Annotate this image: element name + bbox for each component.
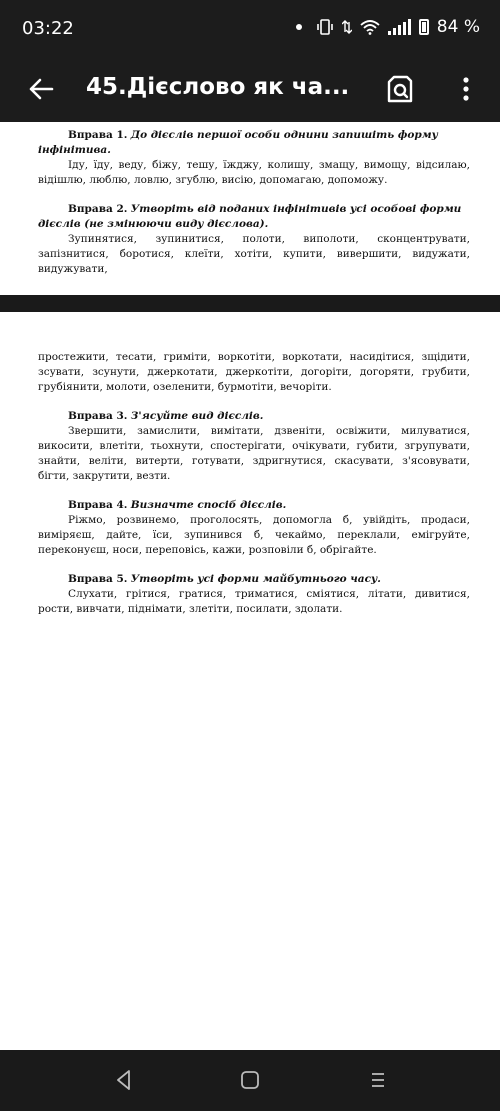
exercise-3-label: Вправа 3. xyxy=(68,410,128,422)
exercise-5-text: Слухати, грітися, гратися, триматися, сміятися, літати, дивитися, рости, вивчати, піднімати, злетіти, посилати, здолати. xyxy=(38,588,470,615)
exercise-2-text: Зупинятися, зупинитися, полоти, виполоти, сконцентрувати, запізнитися, боротися, клеїти, хотіти, купити, вивершити, видужати, видужувати, xyxy=(38,233,470,275)
nav-back-icon[interactable] xyxy=(112,1068,136,1092)
exercise-2-heading xyxy=(38,202,470,232)
exercise-3-text: Звершити, замислити, вимітати, дзвеніти, освіжити, милуватися, викосити, влетіти, тьохнути, спостерігати, очікувати, губити, згрупувати, знайти, веліти, витерти, готувати, здригнутися, скасувати, з'ясовувати, бігти, закрутити, везти. xyxy=(38,425,470,482)
exercise-1-task: До дієслів першої особи однини запишіть форму інфінітива. xyxy=(38,129,438,156)
exercise-4-task: Визначте спосіб дієслів. xyxy=(130,499,287,511)
wifi-icon xyxy=(360,19,380,35)
exercise-1-text: Іду, їду, веду, біжу, тешу, їжджу, колишу, змащу, вимощу, відсилаю, відішлю, люблю, ловлю, згублю, висію, допомагаю, допоможу. xyxy=(38,159,470,186)
nav-home-icon[interactable] xyxy=(238,1068,262,1092)
vibrate-icon xyxy=(316,19,334,35)
document-page-1 xyxy=(0,122,500,295)
notification-dot-icon xyxy=(296,24,302,30)
data-transfer-icon xyxy=(342,19,352,35)
exercise-5-task: Утворіть усі форми майбутнього часу. xyxy=(130,573,381,585)
exercise-2-text-continued: простежити, тесати, гриміти, воркотіти, воркотати, насидітися, зщідити, зсувати, зсунути, джеркотати, джеркотіти, догоріти, догоряти, грубити, грубіянити, молоти, озеленити, бурмотіти, вечоріти. xyxy=(38,351,470,393)
status-time: 03:22 xyxy=(22,18,74,39)
exercise-2-task: Утворіть від поданих інфінітивів усі особові форми дієслів (не змінюючи виду дієслова). xyxy=(38,203,462,230)
app-bar xyxy=(0,58,500,122)
exercise-2-label: Вправа 2. xyxy=(68,203,128,215)
signal-icon xyxy=(388,19,411,35)
status-bar xyxy=(0,0,500,58)
exercise-4-text: Ріжмо, розвинемо, проголосять, допомогла б, увійдіть, продаси, виміряєш, дайте, їси, зупинився б, чекаймо, переклали, емігруйте, переконуєш, носи, переповісь, кажи, розповіли б, обрігайте. xyxy=(38,514,470,556)
document-title: 45.Дієслово як ча... xyxy=(86,74,350,100)
exercise-4-label: Вправа 4. xyxy=(68,499,128,511)
back-arrow-icon[interactable] xyxy=(26,74,56,104)
battery-icon xyxy=(419,19,429,35)
battery-level: 84 % xyxy=(436,17,480,37)
exercise-1-heading xyxy=(38,128,470,158)
exercise-2-continued xyxy=(38,350,470,395)
exercise-3 xyxy=(38,409,470,484)
more-options-icon[interactable] xyxy=(454,74,478,104)
status-icons xyxy=(296,17,480,37)
exercise-1-label: Вправа 1. xyxy=(68,129,128,141)
open-with-drive-icon[interactable] xyxy=(385,74,415,104)
nav-recents-icon[interactable] xyxy=(366,1068,390,1092)
exercise-4 xyxy=(38,498,470,558)
exercise-4-heading xyxy=(38,498,470,513)
exercise-3-heading xyxy=(38,409,470,424)
exercise-2 xyxy=(38,202,470,277)
document-page-2 xyxy=(0,312,500,1050)
exercise-3-task: З'ясуйте вид дієслів. xyxy=(130,410,264,422)
exercise-5 xyxy=(38,572,470,617)
system-navigation-bar xyxy=(0,1050,500,1111)
exercise-5-heading xyxy=(38,572,470,587)
exercise-1 xyxy=(38,128,470,188)
exercise-5-label: Вправа 5. xyxy=(68,573,128,585)
